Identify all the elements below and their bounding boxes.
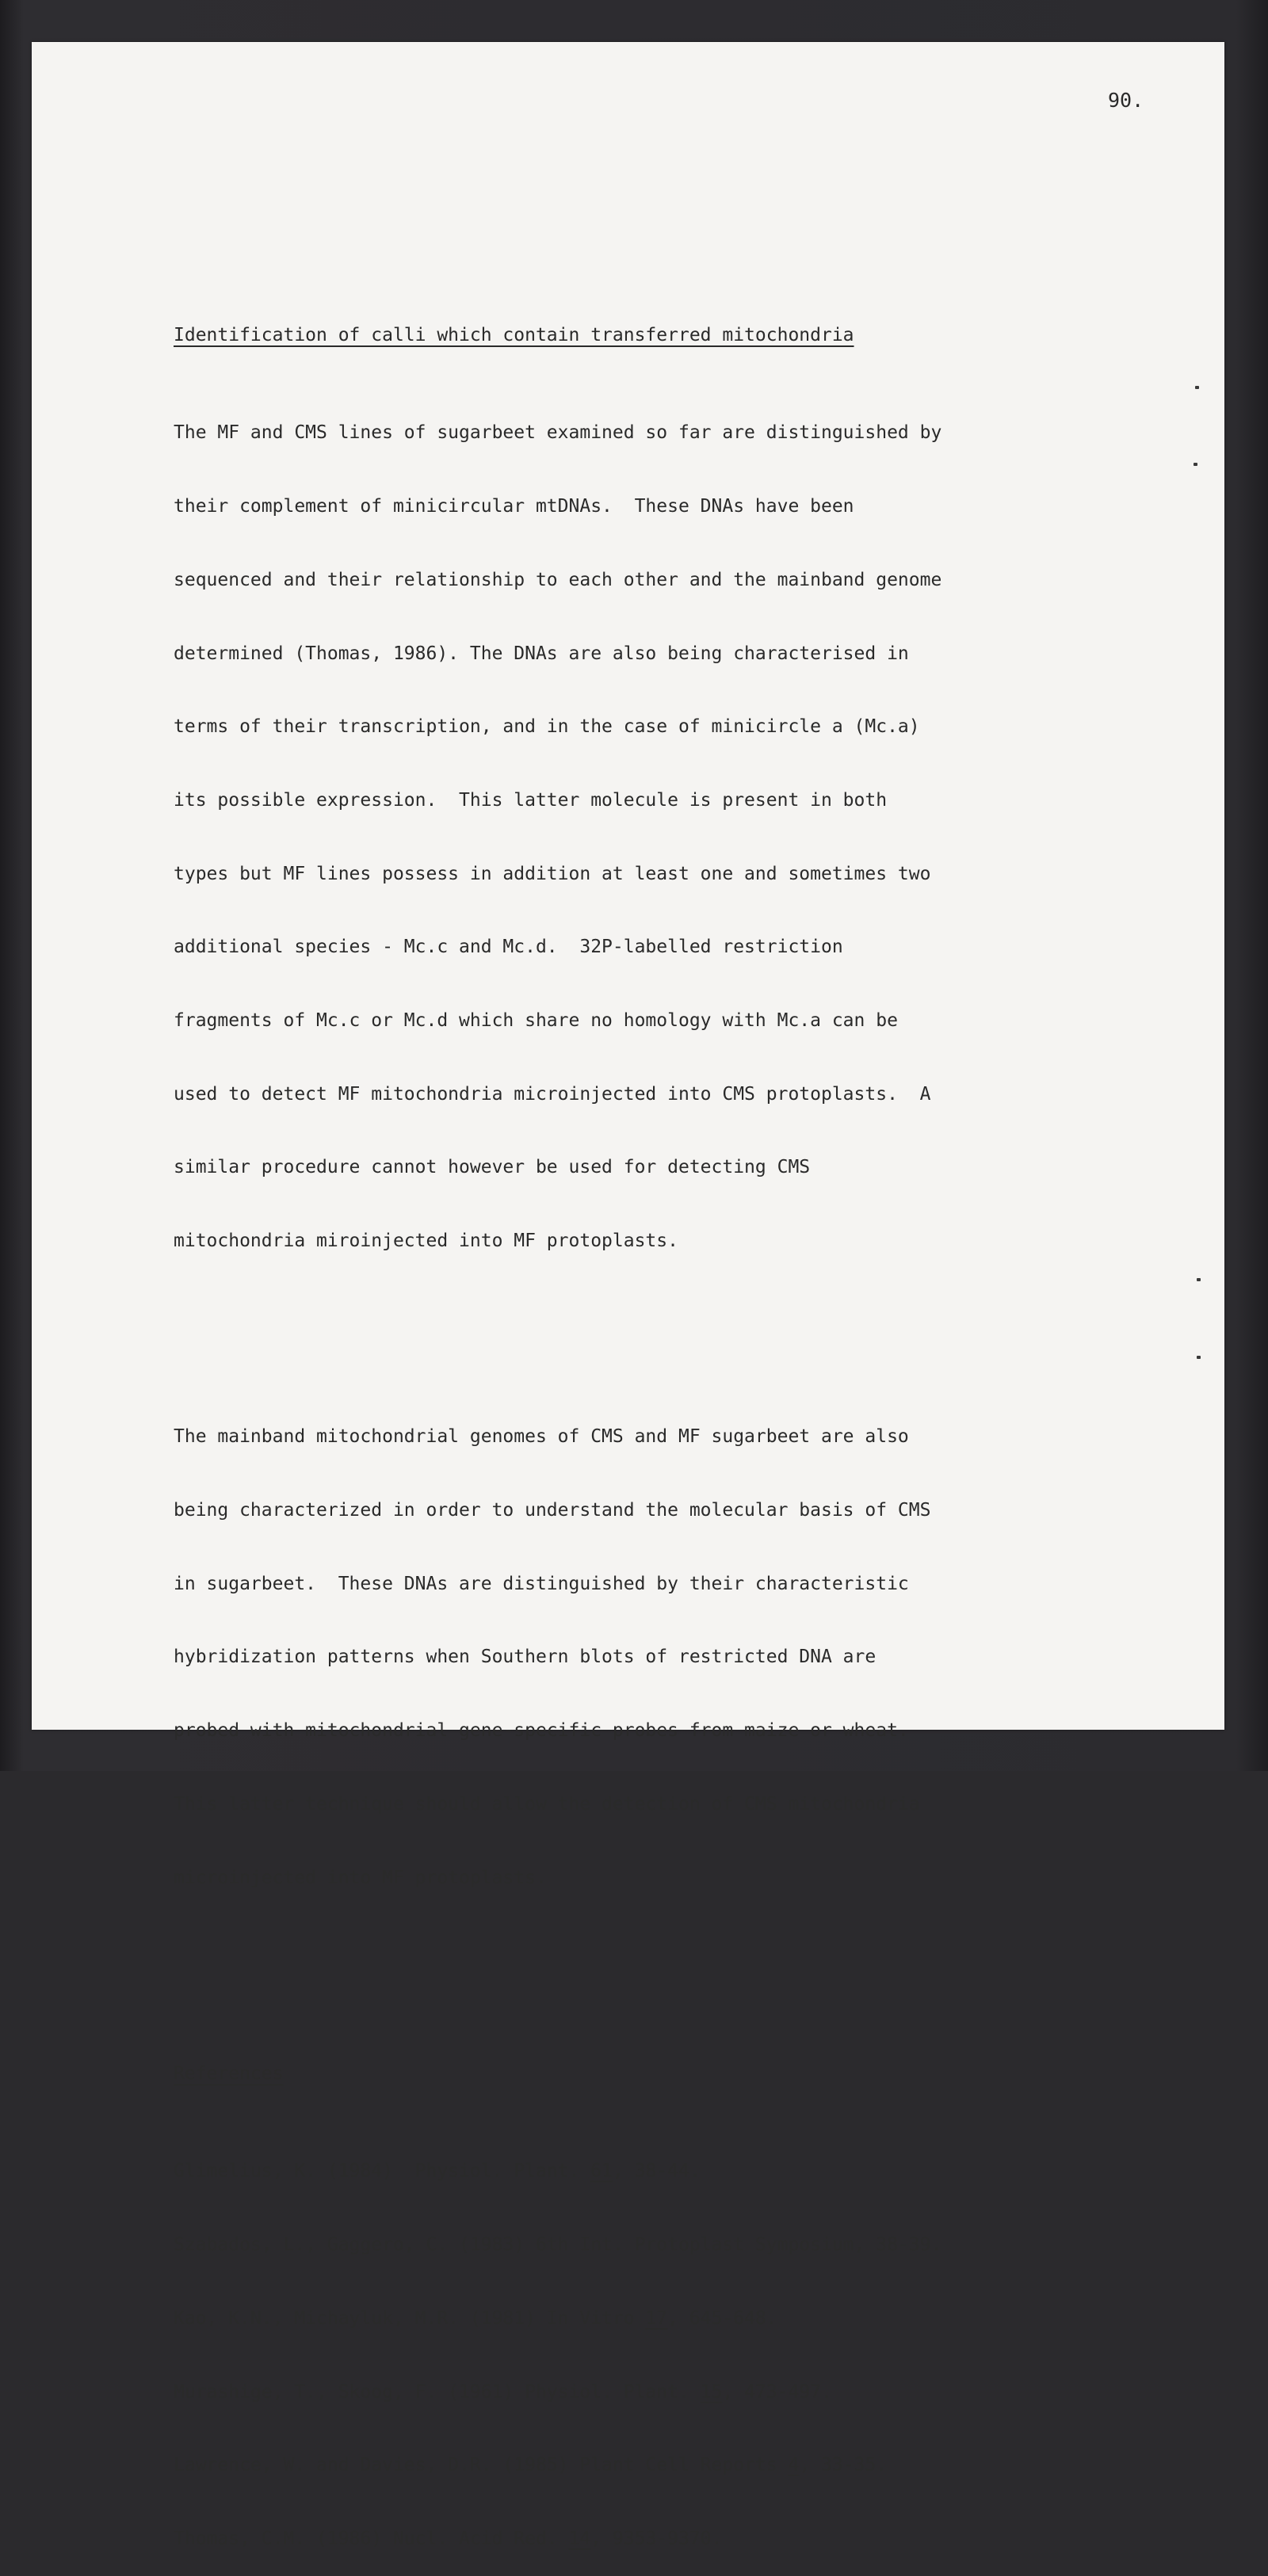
section-heading: Identification of calli which contain transferred mitochondria bbox=[174, 324, 854, 345]
paragraph-line: The mainband mitochondrial genomes of CMS and MF sugarbeet are also bbox=[174, 1426, 909, 1448]
reference-pages: , 33-35. bbox=[799, 2455, 888, 2476]
paragraph-line: being characterized in order to understand the molecular basis of CMS bbox=[174, 1500, 931, 1521]
paragraph-line: The MF and CMS lines of sugarbeet examined so far are distinguished by bbox=[174, 422, 942, 444]
paragraph-line: probed with mitochondrial gene-specific probes from maize or wheat. bbox=[174, 1720, 909, 1742]
paragraph-line: types but MF lines possess in addition at least one and sometimes two bbox=[174, 863, 931, 884]
paragraph-line: mitochondria miroinjected into MF protoplasts. bbox=[174, 1231, 678, 1252]
reference-text: Szabados, L., Gaggero, C. (1983) 6th Int. Protoplast Symposium, 38-39. bbox=[174, 2234, 942, 2256]
reference-pages: , 645-648. bbox=[667, 2307, 777, 2329]
reference-item bbox=[174, 2380, 941, 2405]
paragraph-line: used to detect MF mitochondria microinjected into CMS protoplasts. A bbox=[174, 1083, 931, 1105]
paragraph-line: their complement of minicircular mtDNAs. These DNAs have been bbox=[174, 496, 854, 517]
paragraph-line: similar procedure cannot however be used for detecting CMS bbox=[174, 1157, 811, 1178]
paragraph-line: microinjected into MF protoplasts. bbox=[174, 1867, 547, 1888]
references-heading-line bbox=[174, 2062, 941, 2086]
paragraph-line: in sugarbeet. These DNAs are distinguished by their characteristic bbox=[174, 1573, 909, 1594]
reference-text: Glimelius, K. (1984) Physiol. Plant. bbox=[174, 2161, 591, 2182]
paragraph-line: its possible expression. This latter molecule is present in both bbox=[174, 789, 888, 811]
reference-item bbox=[174, 2527, 941, 2551]
paragraph-line: determined (Thomas, 1986). The DNAs are also being characterised in bbox=[174, 643, 909, 664]
reference-volume: 4 bbox=[788, 2455, 800, 2476]
references-heading: References bbox=[174, 2063, 284, 2084]
reference-pages: , 38-44. bbox=[612, 2161, 701, 2182]
reference-text: Lawrence, W. and Davies, D.R. (1985) Plant Cell Reports bbox=[174, 2455, 789, 2476]
reference-item bbox=[174, 2453, 941, 2478]
paragraph-gap bbox=[174, 1327, 941, 1352]
margin-mark bbox=[1197, 1356, 1201, 1359]
reference-text: Thomas, C.M. (1986) Nucl. Acid Red. bbox=[174, 2528, 569, 2549]
reference-volume: 15 bbox=[700, 2381, 723, 2402]
section-heading-line bbox=[174, 323, 941, 348]
paragraph-gap bbox=[174, 1963, 941, 1988]
reference-text: Kao, K.N., Michayluk, M.R. (1981) In Vitro bbox=[174, 2307, 646, 2329]
page-number: 90. bbox=[1108, 89, 1144, 112]
reference-item bbox=[174, 2233, 941, 2257]
margin-mark bbox=[1195, 386, 1199, 389]
paragraph-line: terms of their transcription, and in the case of minicircle a (Mc.a) bbox=[174, 716, 920, 738]
reference-volume: 17 bbox=[645, 2307, 668, 2329]
margin-mark bbox=[1194, 463, 1197, 466]
document-body bbox=[174, 274, 941, 2576]
margin-mark bbox=[1197, 1278, 1201, 1281]
paragraph-line: sequenced and their relationship to each other and the mainband genome bbox=[174, 569, 942, 590]
reference-pages: , 473-497. bbox=[722, 2381, 832, 2402]
paragraph-line: This latter technique should allow the detection of CMS mitochondria bbox=[174, 1793, 920, 1815]
reference-text: Murashige, T., Skoog, F. (1961) Physiol. Plant. bbox=[174, 2381, 701, 2402]
reference-volume: 14 bbox=[568, 2528, 591, 2549]
paragraph-line: fragments of Mc.c or Mc.d which share no homology with Mc.a can be bbox=[174, 1010, 898, 1032]
reference-item bbox=[174, 2159, 941, 2184]
reference-pages: , 9353-9370. bbox=[590, 2528, 723, 2549]
paragraph-line: additional species - Mc.c and Mc.d. 32P-labelled restriction bbox=[174, 937, 843, 958]
reference-item bbox=[174, 2307, 941, 2331]
reference-volume: 61 bbox=[590, 2161, 613, 2182]
paragraph-line: hybridization patterns when Southern blots of restricted DNA are bbox=[174, 1647, 877, 1668]
